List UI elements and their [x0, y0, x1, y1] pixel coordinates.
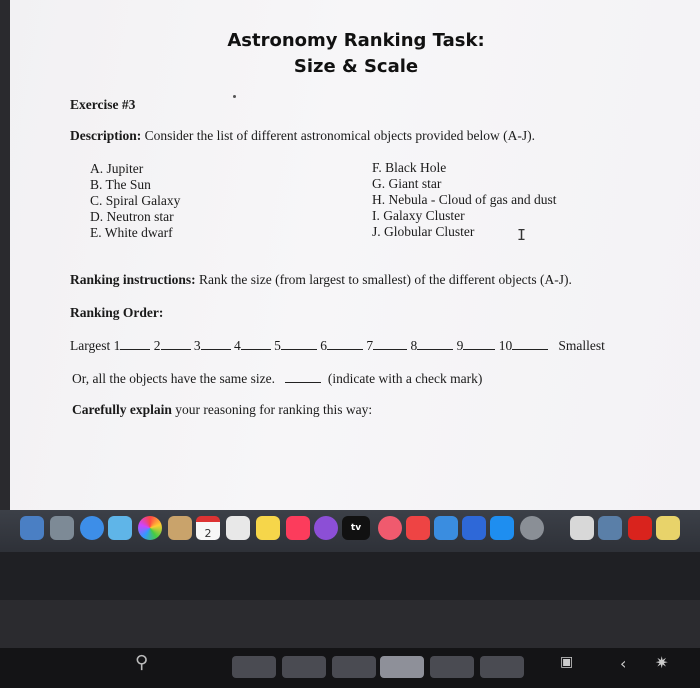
rank-number-3: 3 [193, 338, 201, 353]
music-icon[interactable] [286, 516, 310, 540]
rank-blank-6[interactable] [327, 337, 363, 350]
rank-blank-5[interactable] [281, 337, 317, 350]
page-subtitle: Size & Scale [293, 56, 419, 77]
mail-icon[interactable] [108, 516, 132, 540]
laptop-hinge [0, 600, 700, 652]
podcasts-icon[interactable] [314, 516, 338, 540]
object-i: I. Galaxy Cluster [372, 208, 465, 223]
rank-number-8: 8 [410, 338, 418, 353]
rank-blank-1[interactable] [120, 337, 150, 350]
screenshot-icon[interactable] [598, 516, 622, 540]
description-label: Description: [70, 128, 142, 143]
lock-icon[interactable]: ▣ [560, 654, 574, 670]
smallest-label: Smallest [558, 338, 605, 353]
notes-icon[interactable] [256, 516, 280, 540]
preview-icon[interactable] [434, 516, 458, 540]
rank-number-2: 2 [153, 338, 161, 353]
touchbar-key[interactable] [232, 656, 276, 678]
largest-label: Largest [70, 338, 111, 353]
exercise-heading: Exercise #3 [70, 97, 136, 112]
object-b: B. The Sun [90, 177, 151, 192]
safari-icon[interactable] [80, 516, 104, 540]
touchbar-key[interactable] [282, 656, 326, 678]
brightness-icon[interactable]: ✷ [655, 653, 669, 672]
calendar-icon[interactable]: 2 [196, 516, 220, 540]
explain-bold: Carefully explain [72, 402, 172, 417]
object-j: J. Globular Cluster [372, 224, 475, 239]
same-size-text: Or, all the objects have the same size. [72, 371, 276, 386]
news-icon[interactable] [378, 516, 402, 540]
contacts-icon[interactable] [168, 516, 192, 540]
object-g: G. Giant star [372, 176, 442, 191]
rank-blank-8[interactable] [417, 337, 453, 350]
ranking-order-label: Ranking Order: [70, 305, 164, 320]
zoom-icon[interactable] [462, 516, 486, 540]
system-preferences-icon[interactable] [520, 516, 544, 540]
keynote-icon[interactable] [406, 516, 430, 540]
photos-icon[interactable] [138, 516, 162, 540]
touchbar-key-selected[interactable] [380, 656, 424, 678]
object-c: C. Spiral Galaxy [90, 193, 181, 208]
rank-number-5: 5 [274, 338, 281, 353]
folder-icon[interactable] [656, 516, 680, 540]
chevron-left-icon[interactable]: ‹ [620, 654, 627, 673]
touchbar-key[interactable] [430, 656, 474, 678]
rank-blank-10[interactable] [512, 337, 548, 350]
text-cursor-icon: I [517, 226, 527, 244]
touchbar-key[interactable] [480, 656, 524, 678]
acrobat-icon[interactable] [628, 516, 652, 540]
search-icon[interactable]: ⚲ [135, 652, 149, 673]
ranking-instructions [70, 272, 572, 288]
reminders-icon[interactable] [226, 516, 250, 540]
same-size-check-blank[interactable] [285, 370, 321, 383]
explain-rest: your reasoning for ranking this way: [175, 402, 373, 417]
ranking-text: Rank the size (from largest to smallest) of the different objects (A-J). [199, 272, 572, 287]
touchbar-key[interactable] [332, 656, 376, 678]
rank-number-10: 10 [498, 338, 513, 353]
rank-blank-9[interactable] [463, 337, 495, 350]
rank-blank-2[interactable] [161, 337, 191, 350]
ranking-label: Ranking instructions: [70, 272, 196, 287]
object-h: H. Nebula - Cloud of gas and dust [372, 192, 557, 207]
page-title: Astronomy Ranking Task: [227, 30, 485, 51]
rank-number-4: 4 [234, 338, 241, 353]
rank-number-9: 9 [456, 338, 464, 353]
launchpad-icon[interactable] [50, 516, 74, 540]
description-text: Consider the list of different astronomical objects provided below (A-J). [144, 128, 536, 143]
check-hint: (indicate with a check mark) [327, 371, 483, 386]
object-e: E. White dwarf [90, 225, 173, 240]
app-store-icon[interactable] [490, 516, 514, 540]
explain-line [72, 402, 372, 418]
ranking-line [70, 337, 605, 354]
rank-blank-4[interactable] [241, 337, 271, 350]
tv-icon[interactable]: tv [342, 516, 370, 540]
rank-blank-7[interactable] [373, 337, 407, 350]
description [70, 128, 535, 144]
document-icon[interactable] [570, 516, 594, 540]
object-f: F. Black Hole [372, 160, 447, 175]
object-a: A. Jupiter [90, 161, 144, 176]
rank-number-1: 1 [113, 338, 121, 353]
rank-number-7: 7 [366, 338, 374, 353]
object-d: D. Neutron star [90, 209, 174, 224]
finder-icon[interactable] [20, 516, 44, 540]
cursor-dot [233, 95, 236, 98]
rank-blank-3[interactable] [201, 337, 231, 350]
rank-number-6: 6 [320, 338, 327, 353]
same-size-line [72, 370, 482, 387]
